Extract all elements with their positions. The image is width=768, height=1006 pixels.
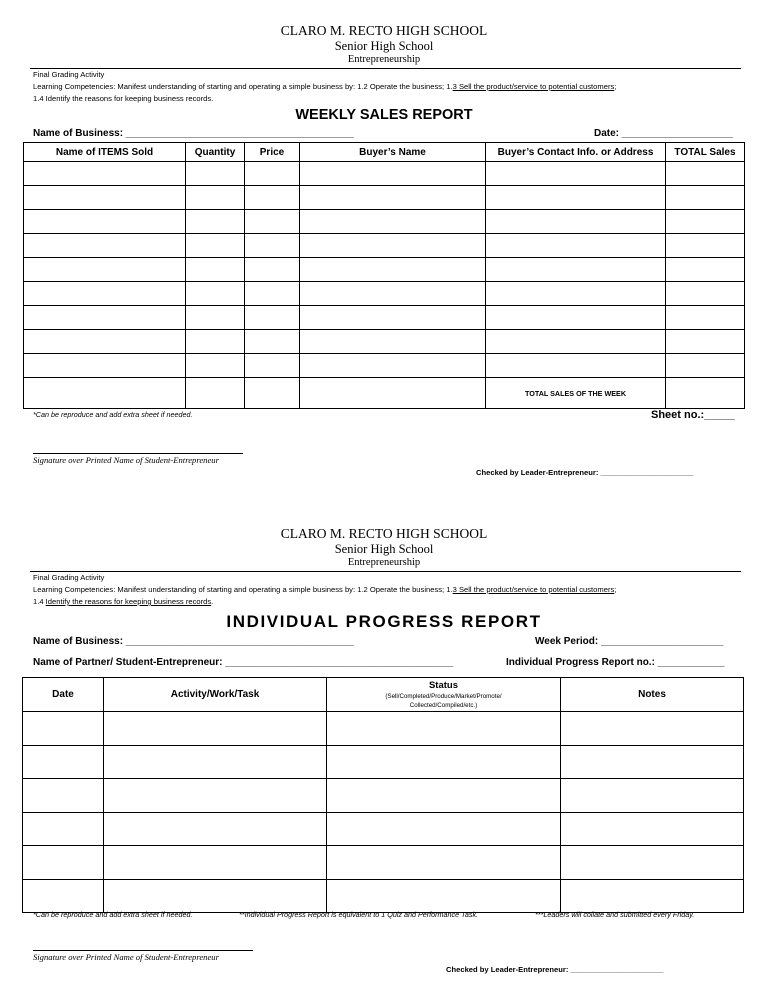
table-cell[interactable] bbox=[24, 258, 186, 282]
competencies-emphasis: Identify the reasons for keeping business records bbox=[45, 94, 212, 103]
table-cell[interactable] bbox=[486, 186, 666, 210]
table-row bbox=[24, 282, 745, 306]
school-subject: Entrepreneurship bbox=[347, 54, 421, 65]
table-cell[interactable] bbox=[561, 846, 744, 880]
table-cell[interactable] bbox=[561, 812, 744, 846]
table-cell[interactable] bbox=[486, 210, 666, 234]
sales-footnote: *Can be reproduce and add extra sheet if needed. bbox=[33, 410, 193, 419]
table-cell[interactable] bbox=[24, 378, 186, 409]
activity-label: Final Grading Activity bbox=[33, 573, 105, 582]
table-cell[interactable] bbox=[104, 812, 327, 846]
competencies-line-1 bbox=[33, 584, 745, 596]
table-cell[interactable] bbox=[327, 745, 561, 779]
progress-table bbox=[22, 677, 744, 913]
status-heading: Status bbox=[428, 679, 459, 691]
table-cell[interactable] bbox=[245, 210, 300, 234]
table-cell[interactable] bbox=[186, 306, 245, 330]
table-cell[interactable] bbox=[245, 282, 300, 306]
competencies-suffix: . bbox=[211, 94, 214, 103]
table-cell[interactable] bbox=[300, 234, 486, 258]
signature-line bbox=[33, 950, 253, 951]
table-cell[interactable] bbox=[186, 186, 245, 210]
table-cell[interactable] bbox=[486, 354, 666, 378]
table-row bbox=[24, 234, 745, 258]
table-row bbox=[24, 258, 745, 282]
sales-table-header-row bbox=[24, 143, 745, 162]
column-activity: Activity/Work/Task bbox=[104, 678, 327, 712]
table-cell[interactable] bbox=[300, 186, 486, 210]
table-cell[interactable] bbox=[24, 330, 186, 354]
table-cell[interactable] bbox=[186, 282, 245, 306]
progress-table-header-row bbox=[23, 678, 744, 712]
competencies-suffix: ; bbox=[614, 585, 617, 594]
table-cell[interactable] bbox=[666, 234, 745, 258]
business-name-field[interactable]: Name of Business: _________________________________________ bbox=[33, 128, 354, 139]
column-price: Price bbox=[245, 143, 300, 162]
week-period-field[interactable]: Week Period: ______________________ bbox=[535, 636, 724, 647]
table-cell[interactable] bbox=[666, 186, 745, 210]
column-items-sold: Name of ITEMS Sold bbox=[24, 143, 186, 162]
table-cell[interactable] bbox=[24, 162, 186, 186]
sales-table bbox=[23, 142, 745, 409]
table-cell[interactable] bbox=[300, 282, 486, 306]
table-cell[interactable] bbox=[327, 712, 561, 746]
table-cell[interactable] bbox=[561, 879, 744, 913]
signature-line bbox=[33, 453, 243, 454]
total-sales-week-value[interactable] bbox=[666, 378, 745, 409]
column-date: Date bbox=[23, 678, 104, 712]
total-sales-week-label: TOTAL SALES OF THE WEEK bbox=[486, 378, 666, 409]
table-cell[interactable] bbox=[300, 354, 486, 378]
table-cell[interactable] bbox=[24, 234, 186, 258]
competencies-line-2 bbox=[33, 596, 745, 608]
total-row bbox=[24, 378, 745, 409]
column-quantity: Quantity bbox=[186, 143, 245, 162]
competencies-underlined: 3 Sell the product/service to potential customers bbox=[452, 82, 615, 91]
competencies-text: 1.4 bbox=[33, 597, 46, 606]
competencies-suffix: . bbox=[211, 597, 214, 606]
table-cell[interactable] bbox=[24, 306, 186, 330]
checked-by-field[interactable]: Checked by Leader-Entrepreneur: ______________________ bbox=[446, 965, 664, 974]
status-options: (Sell/Completed/Produce/Market/Promote/ bbox=[385, 692, 502, 700]
column-total-sales: TOTAL Sales bbox=[666, 143, 745, 162]
table-cell[interactable] bbox=[666, 354, 745, 378]
table-cell[interactable] bbox=[300, 330, 486, 354]
table-cell[interactable] bbox=[561, 712, 744, 746]
table-cell[interactable] bbox=[186, 210, 245, 234]
sales-report-title: WEEKLY SALES REPORT bbox=[295, 107, 473, 123]
table-cell[interactable] bbox=[666, 282, 745, 306]
table-cell[interactable] bbox=[186, 330, 245, 354]
table-cell[interactable] bbox=[486, 282, 666, 306]
table-cell[interactable] bbox=[23, 712, 104, 746]
table-row bbox=[23, 745, 744, 779]
table-cell[interactable] bbox=[23, 846, 104, 880]
table-cell[interactable] bbox=[104, 712, 327, 746]
table-cell[interactable] bbox=[245, 258, 300, 282]
table-cell[interactable] bbox=[24, 186, 186, 210]
table-cell[interactable] bbox=[300, 378, 486, 409]
table-cell[interactable] bbox=[300, 258, 486, 282]
table-cell[interactable] bbox=[327, 779, 561, 813]
table-cell[interactable] bbox=[666, 330, 745, 354]
business-name-field[interactable]: Name of Business: _________________________________________ bbox=[33, 636, 354, 647]
progress-footnote-1: *Can be reproduce and add extra sheet if needed. bbox=[33, 910, 193, 919]
table-cell[interactable] bbox=[327, 879, 561, 913]
table-row bbox=[23, 812, 744, 846]
table-cell[interactable] bbox=[104, 779, 327, 813]
table-cell[interactable] bbox=[486, 258, 666, 282]
table-row bbox=[23, 779, 744, 813]
table-row bbox=[23, 712, 744, 746]
table-cell[interactable] bbox=[666, 162, 745, 186]
table-cell[interactable] bbox=[186, 234, 245, 258]
activity-label: Final Grading Activity bbox=[33, 70, 105, 79]
table-cell[interactable] bbox=[666, 258, 745, 282]
table-cell[interactable] bbox=[186, 354, 245, 378]
table-cell[interactable] bbox=[245, 186, 300, 210]
date-field[interactable]: Date: ____________________ bbox=[594, 128, 734, 139]
table-cell[interactable] bbox=[104, 745, 327, 779]
column-status bbox=[327, 678, 561, 712]
table-cell[interactable] bbox=[245, 378, 300, 409]
table-cell[interactable] bbox=[24, 282, 186, 306]
table-cell[interactable] bbox=[23, 745, 104, 779]
table-cell[interactable] bbox=[245, 330, 300, 354]
table-cell[interactable] bbox=[300, 210, 486, 234]
table-cell[interactable] bbox=[24, 210, 186, 234]
table-row bbox=[24, 210, 745, 234]
table-cell[interactable] bbox=[186, 378, 245, 409]
progress-report-title: INDIVIDUAL PROGRESS REPORT bbox=[226, 612, 542, 631]
report-number-field[interactable]: Individual Progress Report no.: ____________ bbox=[506, 657, 725, 668]
table-cell[interactable] bbox=[24, 354, 186, 378]
table-row bbox=[24, 186, 745, 210]
school-division: Senior High School bbox=[334, 542, 434, 556]
table-cell[interactable] bbox=[486, 234, 666, 258]
column-notes: Notes bbox=[561, 678, 744, 712]
school-name: CLARO M. RECTO HIGH SCHOOL bbox=[280, 23, 488, 38]
competencies-underlined: 3 Sell the product/service to potential customers bbox=[452, 585, 615, 594]
competencies-text: 1.4 bbox=[33, 94, 46, 103]
table-cell[interactable] bbox=[300, 162, 486, 186]
partner-name-field[interactable]: Name of Partner/ Student-Entrepreneur: _________________________________________ bbox=[33, 657, 454, 668]
table-cell[interactable] bbox=[23, 779, 104, 813]
student-signature-label: Signature over Printed Name of Student-Entrepreneur bbox=[33, 952, 219, 962]
competencies-suffix: ; bbox=[614, 82, 617, 91]
table-cell[interactable] bbox=[186, 162, 245, 186]
table-cell[interactable] bbox=[23, 812, 104, 846]
table-row bbox=[23, 846, 744, 880]
table-cell[interactable] bbox=[486, 162, 666, 186]
progress-footnote-2: **Individual Progress Report is equivalent to 1 Quiz and Performance Task. bbox=[239, 910, 479, 919]
status-options: Collected/Compiled/etc.) bbox=[409, 701, 478, 709]
checked-by-field[interactable]: Checked by Leader-Entrepreneur: ______________________ bbox=[476, 468, 694, 477]
table-cell[interactable] bbox=[23, 879, 104, 913]
table-cell[interactable] bbox=[327, 812, 561, 846]
table-cell[interactable] bbox=[104, 846, 327, 880]
school-division: Senior High School bbox=[334, 39, 434, 53]
table-row bbox=[24, 330, 745, 354]
table-cell[interactable] bbox=[300, 306, 486, 330]
table-cell[interactable] bbox=[245, 306, 300, 330]
table-cell[interactable] bbox=[186, 258, 245, 282]
table-cell[interactable] bbox=[486, 330, 666, 354]
table-cell[interactable] bbox=[104, 879, 327, 913]
school-name: CLARO M. RECTO HIGH SCHOOL bbox=[280, 526, 488, 541]
school-subject: Entrepreneurship bbox=[347, 557, 421, 568]
table-cell[interactable] bbox=[666, 306, 745, 330]
competencies-underlined: Identify the reasons for keeping business records bbox=[45, 597, 212, 606]
competencies-text: Learning Competencies: Manifest understanding of starting and operating a simple business by: 1.2 Operate the business; 1. bbox=[33, 585, 453, 594]
progress-footnote-3: ***Leaders will collate and submitted every Friday. bbox=[535, 910, 695, 919]
table-cell[interactable] bbox=[561, 779, 744, 813]
table-cell[interactable] bbox=[245, 354, 300, 378]
table-row bbox=[23, 879, 744, 913]
table-cell[interactable] bbox=[666, 210, 745, 234]
table-cell[interactable] bbox=[561, 745, 744, 779]
competencies-line-1 bbox=[33, 81, 745, 93]
student-signature-label: Signature over Printed Name of Student-Entrepreneur bbox=[33, 455, 219, 465]
competencies-text: Learning Competencies: Manifest understanding of starting and operating a simple business by: 1.2 Operate the business; 1. bbox=[33, 82, 453, 91]
table-cell[interactable] bbox=[245, 162, 300, 186]
table-row bbox=[24, 306, 745, 330]
table-cell[interactable] bbox=[327, 846, 561, 880]
table-row bbox=[24, 354, 745, 378]
sheet-number-field[interactable]: Sheet no.:_____ bbox=[651, 409, 735, 421]
table-row bbox=[24, 162, 745, 186]
column-buyer-contact: Buyer’s Contact Info. or Address bbox=[486, 143, 666, 162]
competencies-line-2 bbox=[33, 93, 745, 105]
table-cell[interactable] bbox=[245, 234, 300, 258]
table-cell[interactable] bbox=[486, 306, 666, 330]
column-buyers-name: Buyer’s Name bbox=[300, 143, 486, 162]
